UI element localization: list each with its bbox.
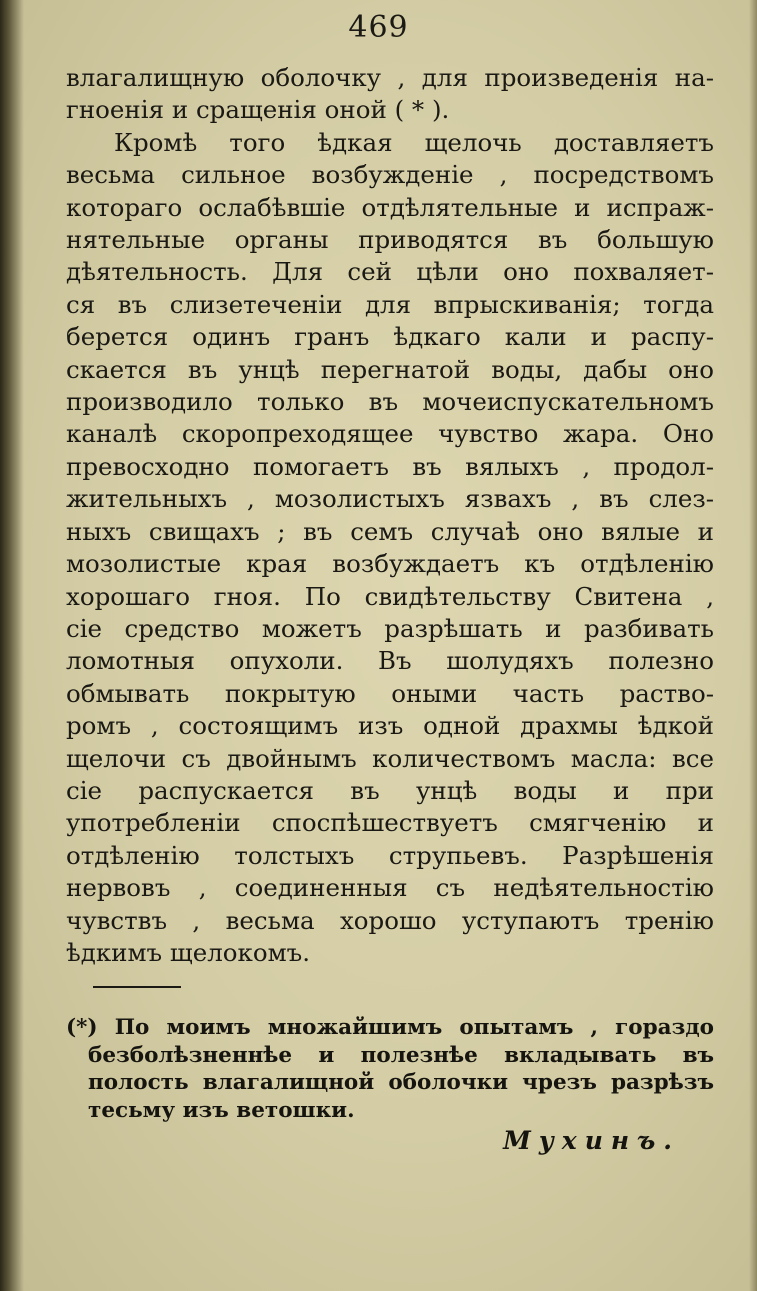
text-line: сіе средство можетъ разрѣшать и разбивать — [66, 613, 714, 643]
text-line: ромъ , состоящимъ изъ одной драхмы ѣдкой — [66, 711, 714, 741]
main-text — [66, 62, 714, 969]
text-line: дѣятельность. Для сей цѣли оно похваляет- — [66, 257, 714, 287]
text-line: берется одинъ гранъ ѣдкаго кали и распу- — [66, 322, 714, 352]
author-signature: Мухинъ. — [503, 1126, 680, 1155]
paragraph-start-line: Кромѣ того ѣдкая щелочь доставляетъ — [114, 127, 714, 157]
text-line: гноенія и сращенія оной ( * ). — [66, 95, 450, 125]
text-line: скается въ унцѣ перегнатой воды, дабы оно — [66, 354, 714, 384]
text-line: превосходно помогаетъ въ вялыхъ , продол- — [66, 451, 714, 481]
text-line: употребленіи споспѣшествуетъ смягченію и — [66, 808, 714, 838]
text-line: ся въ слизетеченіи для впрыскиванія; тогда — [66, 289, 714, 319]
text-line: щелочи съ двойнымъ количествомъ масла: все — [66, 743, 714, 773]
page-number: 469 — [348, 10, 409, 45]
binding-gutter-shadow — [0, 0, 24, 1291]
text-line: нервовъ , соединенныя съ недѣятельностію — [66, 873, 714, 903]
text-line: жительныхъ , мозолистыхъ язвахъ , въ слез- — [66, 484, 714, 514]
text-line: мозолистые края возбуждаетъ къ отдѣленію — [66, 549, 714, 579]
text-line: хорошаго гноя. По свидѣтельству Свитена , — [66, 581, 714, 611]
footnote — [66, 1014, 714, 1124]
text-line: отдѣленію толстыхъ струпьевъ. Разрѣшенія — [66, 840, 714, 870]
text-line: чувствъ , весьма хорошо уступаютъ тренію — [66, 905, 714, 935]
page-edge-shadow — [749, 0, 757, 1291]
text-line: ломотныя опухоли. Въ шолудяхъ полезно — [66, 646, 714, 676]
footnote-line: (*) По моимъ множайшимъ опытамъ , гораздо — [66, 1015, 714, 1040]
text-line: ѣдкимъ щелокомъ. — [66, 937, 311, 967]
text-line: производило только въ мочеиспускательномъ — [66, 387, 714, 417]
footnote-line: тесьму изъ ветошки. — [88, 1097, 355, 1123]
footnote-line: безболѣзненнѣе и полезнѣе вкладывать въ — [88, 1042, 714, 1068]
text-line: сіе распускается въ унцѣ воды и при — [66, 775, 714, 805]
footnote-line: полость влагалищной оболочки чрезъ разрѣзъ — [88, 1070, 714, 1095]
footnote-divider — [93, 986, 181, 988]
text-line: каналѣ скоропреходящее чувство жара. Оно — [66, 419, 714, 449]
text-line: обмывать покрытую оными часть раство- — [66, 678, 714, 708]
text-line: ныхъ свищахъ ; въ семъ случаѣ оно вялые и — [66, 516, 714, 546]
text-line: котораго ослабѣвшіе отдѣлятельные и испраж- — [66, 192, 714, 222]
text-line: влагалищную оболочку , для произведенія на- — [66, 63, 714, 92]
text-line: весьма сильное возбужденіе , посредствомъ — [66, 160, 714, 190]
text-line: нятельные органы приводятся въ большую — [66, 225, 714, 255]
